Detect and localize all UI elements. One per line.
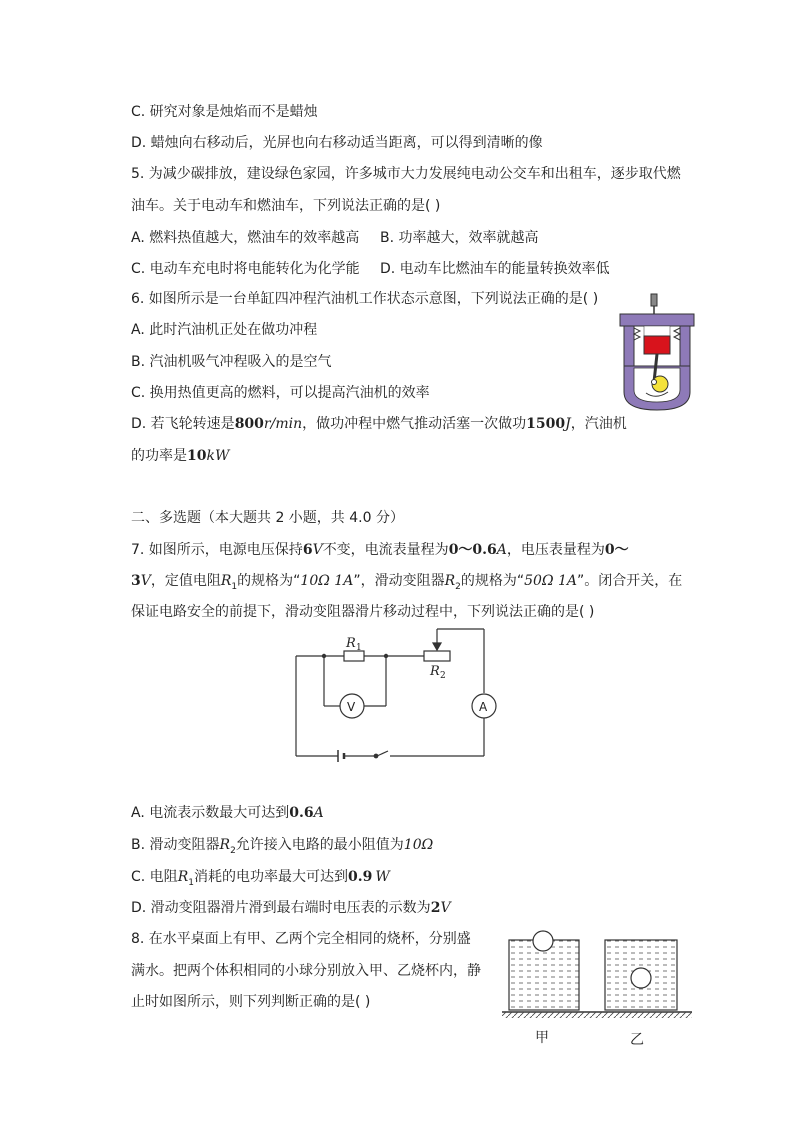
q5-option-a: A. 燃料热值越大，燃油车的效率越高	[131, 230, 360, 246]
q7-s1-voltmeter-range: 0～	[604, 542, 629, 558]
q5-option-c: C. 电动车充电时将电能转化为化学能	[131, 261, 360, 277]
q7-a-unit: A	[313, 805, 324, 821]
circuit-label-r1-sub: 1	[356, 643, 362, 653]
circuit-diagram	[290, 625, 500, 765]
q7-stem-line3: 保证电路安全的前提下，滑动变阻器滑片移动过程中，下列说法正确的是( )	[131, 604, 595, 620]
q6-d2-value: 10	[187, 448, 207, 464]
q7-s1-prefix: 7. 如图所示，电源电压保持	[131, 542, 303, 558]
q7-b-mid: 允许接入电路的最小阻值为	[235, 837, 404, 853]
q6-option-c: C. 换用热值更高的燃料，可以提高汽油机的效率	[131, 385, 430, 401]
q5-option-b: B. 功率越大，效率就越高	[380, 230, 539, 246]
q6-d-speed: 800	[234, 416, 264, 432]
q7-s2-voltage-unit: V	[140, 573, 151, 589]
section2-heading: 二、多选题（本大题共 2 小题，共 4.0 分）	[131, 510, 404, 526]
circuit-label-r1: R	[346, 636, 356, 651]
q7-b-value: 10Ω	[403, 837, 434, 853]
q7-a-prefix: A. 电流表示数最大可达到	[131, 805, 290, 821]
q5-option-d: D. 电动车比燃油车的能量转换效率低	[380, 261, 610, 277]
ammeter-label: A	[479, 700, 488, 714]
voltmeter-label: V	[347, 700, 356, 714]
q7-stem-line1	[131, 541, 629, 559]
q6-option-d	[131, 415, 627, 433]
q7-s1-mid: 不变，电流表量程为	[322, 542, 449, 558]
engine-diagram	[618, 292, 698, 414]
beaker-label-jia: 甲	[535, 1030, 549, 1046]
q7-c-unit: W	[375, 869, 390, 885]
q5-stem-line2: 油车。关于电动车和燃油车，下列说法正确的是( )	[131, 198, 441, 214]
q7-a-value: 0.6	[289, 805, 314, 821]
q7-s1-ammeter-unit: A	[496, 542, 507, 558]
q7-s2-mid3: ”，滑动变阻器	[353, 573, 445, 589]
q6-d-post: ，汽油机	[570, 416, 627, 432]
q7-stem-line2	[131, 572, 682, 596]
q7-c-r: R	[177, 869, 189, 885]
q5-stem-line1: 5. 为减少碳排放，建设绿色家园，许多城市大力发展纯电动公交车和出租车，逐步取代燃	[131, 166, 681, 182]
q7-b-sub: 2	[230, 845, 236, 856]
q7-c-value: 0.9	[347, 869, 373, 885]
q6-d-work-unit: J	[565, 416, 571, 432]
circuit-label-r2-sub: 2	[440, 671, 446, 681]
q8-stem-line3: 止时如图所示，则下列判断正确的是( )	[131, 994, 371, 1010]
q7-c-sub: 1	[188, 877, 194, 888]
q7-s2-r2-sub: 2	[455, 581, 461, 592]
q7-s2-mid2: 的规格为“	[237, 573, 301, 589]
q7-s1-mid2: ，电压表量程为	[506, 542, 605, 558]
beaker-label-yi: 乙	[630, 1032, 644, 1048]
q7-d-unit: V	[440, 900, 451, 916]
q7-d-prefix: D. 滑动变阻器滑片滑到最右端时电压表的示数为	[131, 900, 431, 916]
q7-s1-voltage: 6	[302, 542, 313, 558]
q7-s2-r2-spec: 50Ω 1A	[524, 573, 578, 589]
q6-d2-unit: kW	[206, 448, 230, 464]
q7-s2-mid4: 的规格为“	[460, 573, 525, 589]
q6-stem: 6. 如图所示是一台单缸四冲程汽油机工作状态示意图，下列说法正确的是( )	[131, 291, 599, 307]
beakers-diagram	[502, 926, 694, 1020]
q7-option-b	[131, 836, 433, 860]
q6-option-b: B. 汽油机吸气冲程吸入的是空气	[131, 354, 332, 370]
q8-stem-line1: 8. 在水平桌面上有甲、乙两个完全相同的烧杯，分别盛	[131, 931, 471, 947]
q7-option-d	[131, 899, 451, 917]
q6-option-a: A. 此时汽油机正处在做功冲程	[131, 322, 318, 338]
q7-s1-voltage-unit: V	[312, 542, 323, 558]
q7-c-mid: 消耗的电功率最大可达到	[193, 869, 348, 885]
q6-option-d-line2	[131, 447, 229, 465]
q4-option-c: C. 研究对象是烛焰而不是蜡烛	[131, 104, 318, 120]
q7-s2-r1: R	[220, 573, 232, 589]
q7-s2-end: ”。闭合开关，在	[577, 573, 683, 589]
q6-d-speed-unit: r/min	[263, 416, 303, 432]
q6-d-mid: ，做功冲程中燃气推动活塞一次做功	[302, 416, 527, 432]
q7-s2-r1-sub: 1	[231, 581, 238, 592]
q7-s2-mid: ，定值电阻	[150, 573, 221, 589]
q7-s2-r1-spec: 10Ω 1A	[300, 573, 354, 589]
q6-d-work: 1500	[526, 416, 566, 432]
q7-d-value: 2	[430, 900, 441, 916]
q6-d2-prefix: 的功率是	[131, 448, 187, 464]
q7-c-prefix: C. 电阻	[131, 869, 178, 885]
q7-option-a	[131, 804, 324, 822]
q7-option-c	[131, 868, 390, 892]
q7-s2-r2: R	[444, 573, 456, 589]
q8-stem-line2: 满水。把两个体积相同的小球分别放入甲、乙烧杯内，静	[131, 963, 481, 979]
q7-b-prefix: B. 滑动变阻器	[131, 837, 220, 853]
q7-s1-ammeter-range: 0～0.6	[448, 542, 497, 558]
q7-s2-voltage: 3	[131, 573, 141, 589]
circuit-label-r2: R	[430, 664, 440, 679]
q4-option-d: D. 蜡烛向右移动后，光屏也向右移动适当距离，可以得到清晰的像	[131, 135, 543, 151]
q7-b-r: R	[219, 837, 231, 853]
q6-d-prefix: D. 若飞轮转速是	[131, 416, 235, 432]
